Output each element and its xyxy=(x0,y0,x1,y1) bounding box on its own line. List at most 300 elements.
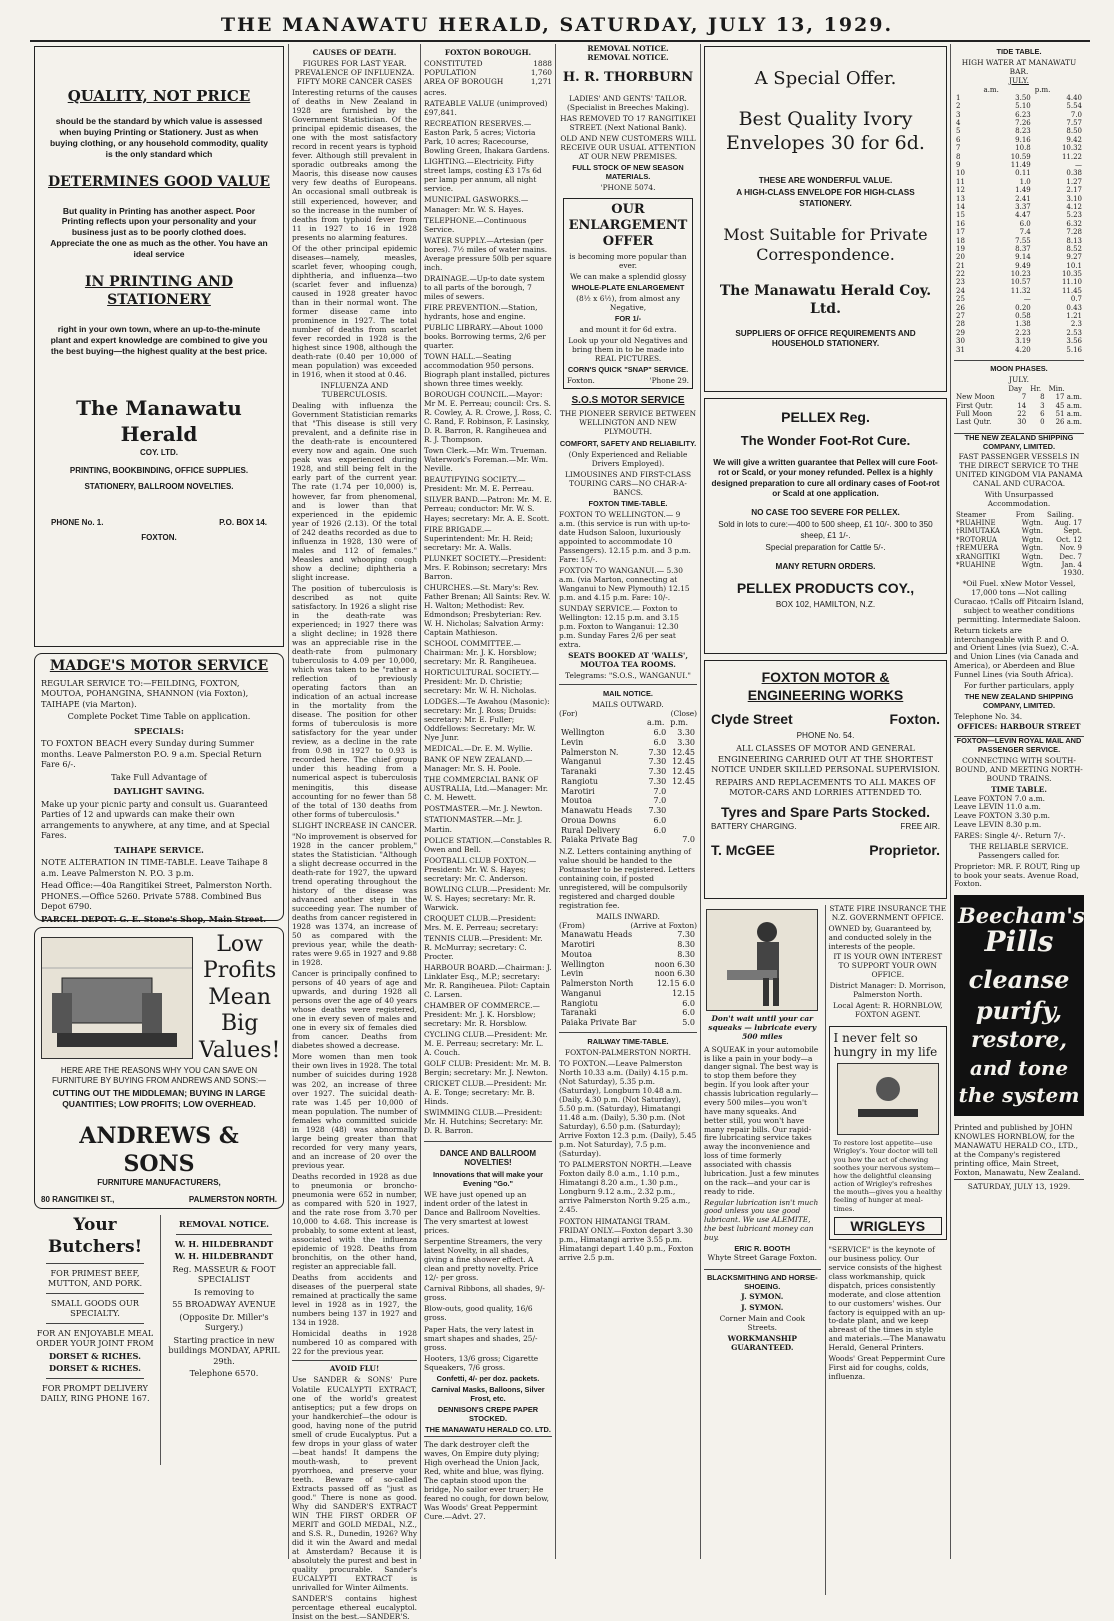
levin-row: Leave LEVIN 8.30 p.m. xyxy=(954,820,1042,830)
causes-heading-3: SLIGHT INCREASE IN CANCER. xyxy=(292,820,417,830)
enlargement-text-3: (8½ x 6½), from almost any Negative, xyxy=(576,293,680,312)
tide-row-cell: 7.26 xyxy=(1015,119,1031,128)
masthead xyxy=(0,0,1114,40)
tide-row-cell: 4.40 xyxy=(1066,93,1082,102)
tide-row-cell: 7.55 xyxy=(1015,236,1031,245)
tide-row-cell: 3.50 xyxy=(1015,93,1031,102)
shipping-company: THE NEW ZEALAND SHIPPING COMPANY, LIMITED. xyxy=(964,691,1074,710)
lubrication-text-1: A SQUEAK in your automobile is like a pain in your body—a danger signal. The best way is to stop them before they begin. If you look after your chassis lubrication regularly—every 500 miles—you won't have many squeaks. And better still, you won't have many repair bills. Our rapid-fire lubricating service takes away the inconvenience and loss of time formerly associated with chassis lubrication. Just a few minutes on the rack—and your car is ready to ride. xyxy=(704,1044,819,1196)
enlargement-title: OUR ENLARGEMENT OFFER xyxy=(568,202,688,249)
tide-row xyxy=(954,94,1084,102)
diner-illustration xyxy=(837,1063,939,1135)
avoid-flu-text-2: SANDER'S contains highest percentage ethereal eucalyptol. Insist on the best.—SANDER'S. xyxy=(292,1594,417,1621)
mail-out-row xyxy=(559,748,697,758)
shipping-row-cell: Nov. 9 xyxy=(1059,544,1082,553)
mail-out-head xyxy=(559,718,697,728)
tide-row-cell: 17 xyxy=(956,228,965,237)
dance-text-3: Carnival Ribbons, all shades, 9/- gross. xyxy=(424,1284,545,1303)
enlargement-text-4: and mount it for 6d extra. xyxy=(579,325,677,335)
tide-row-cell: 5.16 xyxy=(1066,345,1082,354)
moon-title: MOON PHASES. xyxy=(990,364,1048,373)
tide-row-cell: 2.3 xyxy=(1070,320,1082,329)
borough-text-6: TELEPHONE.—Continuous Service. xyxy=(424,215,527,234)
tide-row-cell: 15 xyxy=(956,211,965,220)
causes-text-7: More women than men took their own lives in 1928. The total number of suicides during 1928 was 202, an increase of three over 1927. The suicidal death-rate was 1.45 per 10,000 of mean population. The number of females who committed suicide in 1928 (48) was abnormally large being greater than that recorded for very many years, and an increase of 20 over the previous year. xyxy=(292,1052,417,1170)
shipping-ad xyxy=(954,433,1084,733)
sos-text-7: SUNDAY SERVICE.— Foxton to Wellington: 12.15 p.m. and 3.15 p.m. Foxton to Wanganui: 12.30 p.m. Sunday Fares 2/6 per seat extra. xyxy=(559,604,679,650)
railway-timetable xyxy=(559,1032,697,1262)
tide-row xyxy=(954,136,1084,144)
hildebrandt-name-1: W. H. HILDEBRANDT xyxy=(174,1238,274,1249)
sos-text-9: Telegrams: "S.O.S., WANGANUI." xyxy=(565,671,691,681)
mail-out-header xyxy=(559,709,697,718)
madge-title: MADGE'S MOTOR SERVICE xyxy=(49,658,269,674)
borough-text-20: HORTICULTURAL SOCIETY.—President: Mr. D. Christie; secretary: Mr. W. H. Nicholas. xyxy=(424,668,539,696)
tide-row-cell: 21 xyxy=(956,261,965,270)
borough-stat-key: POPULATION xyxy=(424,68,477,78)
shipping-col-sailing: Sailing. xyxy=(1047,510,1074,519)
quality-text-2: But quality in Printing has another aspect. Poor Printing reflects upon your personality and your business just as to be poorly clothed does. Appreciate the one as much as the other. You have an ideal service xyxy=(50,205,268,260)
mail-in-row-cell: 6.0 xyxy=(682,998,695,1008)
tide-row-cell: — xyxy=(1023,295,1031,304)
mail-in-row-cell: Levin xyxy=(561,969,584,979)
quality-text-3: right in your own town, where an up-to-the-minute plant and expert knowledge are combined to give you the best buying—the highest quality at the best price. xyxy=(50,323,268,356)
mail-out-row-cell: 7.30 xyxy=(648,806,667,816)
shipping-col-steamer: Steamer xyxy=(956,510,987,519)
motor-works-street-row xyxy=(711,711,940,729)
dance-text-1: WE have just opened up an indent order of the latest in Dance and Ballroom Novelties. The very smartest at lowest prices. xyxy=(424,1190,541,1236)
mail-in-row-cell: Wellington xyxy=(561,959,605,969)
borough-text-36: CRICKET CLUB.—President: Mr. A. E. Tonge; secretary: Mr. B. Hinds. xyxy=(424,1079,547,1107)
andrews-sub: FURNITURE MANUFACTURERS, xyxy=(97,1178,221,1188)
borough-text-12: BOROUGH COUNCIL.—Mayor: Mr M. E. Perreau; council: Crs. S. R. Cowley, A. R. Crowe, J. Ross, C. C. Rand, F. Robinson, F. Lasinsky, D. R. Barron, R. Rangiheuea and R. J. Thompson. xyxy=(424,390,552,445)
tide-row-cell: 9.16 xyxy=(1015,135,1031,144)
herald-line-1: PRINTING, BOOKBINDING, OFFICE SUPPLIES. xyxy=(69,465,249,475)
mail-out-row xyxy=(559,767,697,777)
mail-col-pm: p.m. xyxy=(670,718,689,728)
pellex-headline: The Wonder Foot-Rot Cure. xyxy=(740,432,911,448)
dance-text-4: Blow-outs, good quality, 16/6 gross. xyxy=(424,1304,533,1323)
peppermint-text: Woods' Great Peppermint Cure First aid for coughs, colds, influenza. xyxy=(828,1353,946,1381)
tide-row-cell: 0.20 xyxy=(1015,303,1031,312)
madge-text-5: Make up your picnic party and consult us. Guaranteed Parties of 12 and upwards can make their own arrangements to anywhere, at any time, and at Special Fares. xyxy=(41,798,270,841)
shipping-row-cell: Wgtn. xyxy=(1021,561,1044,570)
column-rule xyxy=(288,44,289,1559)
borough-text-9: FIRE PREVENTION.—Station, hydrants, hose and engine. xyxy=(424,302,538,321)
hildebrandt-text-3: 55 BROADWAY AVENUE xyxy=(172,1299,276,1309)
mail-inward: MAILS INWARD. xyxy=(596,912,660,922)
tide-row-cell: 2.53 xyxy=(1066,328,1082,337)
borough-text-23: BANK OF NEW ZEALAND.—Manager: Mr. S. H. Poole. xyxy=(424,755,533,774)
moon-row-cell: 30 xyxy=(1017,418,1027,427)
dance-text-6: Hooters, 13/6 gross; Cigarette Squeakers, 7/6 gross. xyxy=(424,1353,539,1372)
mail-out-row-cell: 12.45 xyxy=(672,757,695,767)
borough-text-13: Town Clerk.—Mr. Wm. Trueman. Waterwork's Foreman.—Mr. Wm. Neville. xyxy=(424,446,549,474)
mail-outward: MAILS OUTWARD. xyxy=(592,700,664,710)
tide-row-cell: 3.10 xyxy=(1066,194,1082,203)
mail-in-row-cell: Paiaka Private Bar xyxy=(561,1018,637,1028)
hildebrandt-text-5: Starting practice in new buildings MONDAY, APRIL 29th. xyxy=(168,1334,280,1366)
tide-row xyxy=(954,161,1084,169)
beechams-line-1: Beecham's xyxy=(958,903,1085,929)
armchair-illustration xyxy=(41,937,193,1059)
lubrication-address: Whyte Street Garage Foxton. xyxy=(707,1252,817,1262)
tide-row-cell: 5.23 xyxy=(1066,211,1082,220)
borough-text-21: LODGES.—Te Awahou (Masonic): secretary: Mr. J. Ross; Druids: secretary: Mr. E. Fuller; Oddfellows: Secretary: Mr. W. Nye Junr. xyxy=(424,697,550,743)
tide-row xyxy=(954,253,1084,261)
moon-row-cell: 3 xyxy=(1040,401,1045,410)
tide-row xyxy=(954,153,1084,161)
enlargement-subtitle: WHOLE-PLATE ENLARGEMENT xyxy=(571,282,685,292)
levin-proprietor: Proprietor: MR. F. ROUT, Ring up to book your seats. Avenue Road, Foxton. xyxy=(954,861,1080,889)
tide-row-cell: 1 xyxy=(956,93,961,102)
borough-text-22: MEDICAL.—Dr. E. M. Wyllie. xyxy=(424,744,533,754)
shipping-text-5: For further particulars, apply xyxy=(963,680,1075,690)
mail-out-row-cell: Oroua Downs xyxy=(561,815,616,825)
tide-row-cell: 3 xyxy=(956,110,961,119)
mail-out-row-cell: Moutoa xyxy=(561,796,592,806)
hildebrandt-text-1: Reg. MASSEUR & FOOT SPECIALIST xyxy=(172,1263,276,1284)
tide-row-cell: 10.35 xyxy=(1061,270,1082,279)
tide-row-cell: 9.27 xyxy=(1066,253,1082,262)
mail-out-row-cell: 6.0 xyxy=(653,728,667,738)
levin-text-1: CONNECTING WITH SOUTH-BOUND, AND MEETING NORTH-BOUND TRAINS. xyxy=(955,756,1083,783)
borough-text-28: FOOTBALL CLUB FOXTON.—President: Mr. W. S. Hayes; secretary: Mr. C. Anderson. xyxy=(424,855,537,883)
shipping-text-7: OFFICES: HARBOUR STREET xyxy=(957,722,1081,732)
tide-row-cell: 1.21 xyxy=(1066,312,1082,321)
beechams-line-2: Pills xyxy=(984,925,1054,959)
mail-in-row-cell: Taranaki xyxy=(561,1008,597,1018)
tide-row-cell: 11.45 xyxy=(1061,286,1082,295)
mail-out-row-cell: 6.0 xyxy=(653,825,667,835)
tide-row-cell: 7.28 xyxy=(1066,228,1082,237)
tide-row-cell: 24 xyxy=(956,286,965,295)
hildebrandt-title: REMOVAL NOTICE. xyxy=(179,1219,269,1229)
dance-subtitle: Innovations that will make your Evening "Go." xyxy=(432,1170,544,1189)
mail-out-row-cell: 7.30 xyxy=(648,747,667,757)
herald-town: FOXTON. xyxy=(141,532,177,542)
tide-row-cell: 1.27 xyxy=(1066,177,1082,186)
tide-row-cell: 30 xyxy=(956,337,965,346)
tide-title: TIDE TABLE. xyxy=(996,47,1042,56)
herald-coy: COY. LTD. xyxy=(139,447,179,457)
herald-line-2: STATIONERY, BALLROOM NOVELTIES. xyxy=(84,482,234,492)
borough-text-15: SILVER BAND.—Patron: Mr. M. E. Perreau; conductor: Mr. W. S. Hayes; secretary: Mr. A. E. Scott. xyxy=(424,495,552,523)
borough-title: FOXTON BOROUGH. xyxy=(444,48,532,57)
causes-text-3: Dealing with influenza the Government Statistician remarks that "This disease is still very prevalent, and a definite rise in the death-rate is encountered every now and again. One such peak was experienced during 1928, and still being felt in the early part of the current year. The rate (1.74 per 10,000) is, however, far from phenomenal, and is lower than that experienced in the epidemic year of 1926 (2.13). Of the total of 242 deaths recorded as due to influenza in 1928, 130 were of males and 112 of females." Measles and whooping cough show a decline; diphtheria a slight increase. xyxy=(292,401,417,582)
enlargement-phone: 'Phone 29. xyxy=(649,376,689,386)
tide-row-cell: 4.47 xyxy=(1015,211,1031,220)
tide-row-cell: 0.38 xyxy=(1066,169,1082,178)
mail-in-row xyxy=(559,1018,697,1028)
column-4 xyxy=(559,44,697,1559)
causes-text-1: Interesting returns of the causes of deaths in New Zealand in 1928 are furnished by the Government Statistician. Of the principal epidemic diseases, the one with the most satisfactory record in recent years is typhoid fever. Although still prevalent in sporadic outbreaks among the Maoris, this disease now causes very few deaths of Europeans. An occasional small outbreak is still experienced, however, and so the increase in the number of deaths from typhoid fever from 11 in 1927 to 16 in 1928 presents no alarming features. xyxy=(292,88,417,242)
column-2 xyxy=(292,44,417,1621)
levin-fares: FARES: Single 4/-. Return 7/-. xyxy=(954,831,1066,841)
mail-in-row xyxy=(559,930,697,940)
tide-col-pm: p.m. xyxy=(1034,85,1051,94)
mail-col-am: a.m. xyxy=(647,718,665,728)
mail-out-row xyxy=(559,787,697,797)
levin-row: Leave LEVIN 11.0 a.m. xyxy=(954,802,1041,812)
butchers-text-4: FOR PROMPT DELIVERY DAILY, RING PHONE 167. xyxy=(40,1382,150,1403)
tide-row-cell: — xyxy=(1075,161,1082,170)
mail-out-row-cell: 7.0 xyxy=(682,835,695,845)
tide-row-cell: 7.0 xyxy=(1070,110,1082,119)
shipping-row-cell: †RIMUTAKA xyxy=(956,527,1000,536)
pellex-text-1: We will give a written guarantee that Pellex will cure Foot-rot or Scald, or your money refunded. Pellex is a highly designed preparation to cure all ordinary cases of Foot-rot or Scald at one application. xyxy=(711,457,940,499)
mail-out-row-cell: Marotiri xyxy=(561,786,595,796)
avoid-flu-text-1: Use SANDER & SONS' Pure Volatile EUCALYPTI EXTRACT, one of the world's greatest antiseptics; put a few drops on your handkerchief—the odour is good, having none of the putrid smell of crude Eucalyptus. Put a few drops in your glass of water—beat hands! It dampens the mouth-wash, to prevent pyorrhoea, and preserve your teeth. Beware of so-called Extracts passed off as "just as good." There is none as good. Why did SANDER'S EXTRACT WIN THE FIRST ORDER OF MERIT and GOLD MEDAL, N.Z., and S.S. R., Dunedin, 1926? Why did it win the Award and medal at Amsterdam? Because it is absolutely the purest and best in quality procurable. Sander's EUCALYPTI EXTRACT is unrivalled for Winter Ailments. xyxy=(292,1375,417,1593)
borough-text-5: MUNICIPAL GASWORKS.—Manager: Mr. W. S. Hayes. xyxy=(424,195,529,214)
tide-row-cell: 10.32 xyxy=(1061,144,1082,153)
column-rule xyxy=(700,44,701,1559)
mail-out-row-cell: Rangiotu xyxy=(561,776,598,786)
beechams-line-7: the system xyxy=(958,1083,1080,1108)
thorburn-text-1: LADIES' AND GENTS' TAILOR. (Specialist in Breeches Making). xyxy=(567,93,689,112)
mail-close-label: (Close) xyxy=(670,709,697,719)
shipping-row-cell: Wgtn. xyxy=(1021,552,1044,561)
tide-row-cell: 5.10 xyxy=(1015,102,1031,111)
borough-stats xyxy=(424,59,552,86)
tide-row-cell: 27 xyxy=(956,312,965,321)
wrigleys-ad xyxy=(829,1026,947,1241)
borough-text-33: CHAMBER OF COMMERCE.—President: Mr. J. K. Horsblow; secretary: Mr. R. Horsblow. xyxy=(424,1001,540,1029)
mail-out-row-cell xyxy=(645,835,668,845)
mail-for-label: (For) xyxy=(559,709,578,719)
herald-name: The Manawatu Herald xyxy=(76,396,242,446)
beechams-line-3: cleanse xyxy=(968,964,1070,994)
masthead-rule xyxy=(30,40,1090,42)
mail-out-row-cell: Levin xyxy=(561,737,584,747)
tide-row-cell: 16 xyxy=(956,219,965,228)
borough-text-11: TOWN HALL.—Seating accommodation 950 persons. Biograph plant installed, pictures shown three times weekly. xyxy=(424,351,550,389)
moon-row-cell: 0 xyxy=(1040,418,1045,427)
pellex-text-2: NO CASE TOO SEVERE FOR PELLEX. xyxy=(751,507,900,517)
mail-out-row-cell xyxy=(668,806,697,816)
railway-subtitle: FOXTON-PALMERSTON NORTH. xyxy=(565,1047,691,1057)
tide-row xyxy=(954,119,1084,127)
tide-row-cell: 28 xyxy=(956,320,965,329)
motor-works-street: Clyde Street xyxy=(711,710,793,727)
motor-works-title: FOXTON MOTOR & ENGINEERING WORKS xyxy=(747,669,904,703)
tide-row xyxy=(954,203,1084,211)
mail-out-row-cell: 7.0 xyxy=(653,796,667,806)
shipping-row-cell: Wgtn. xyxy=(1021,519,1044,528)
tide-row-cell: 4.12 xyxy=(1066,202,1082,211)
fire-insurance-title: STATE FIRE INSURANCE THE N.Z. GOVERNMENT OFFICE. xyxy=(829,904,947,922)
hildebrandt-text-2: Is removing to xyxy=(193,1286,255,1297)
pellex-ad xyxy=(704,398,947,654)
column-6 xyxy=(954,44,1084,1559)
tide-row xyxy=(954,111,1084,119)
tide-row-cell: 6.0 xyxy=(1019,219,1031,228)
borough-text-34: CYCLING CLUB.—President: Mr. M. E. Perreau; secretary: Mr. L. A. Couch. xyxy=(424,1030,548,1058)
motor-works-town: Foxton. xyxy=(889,710,940,727)
tide-row xyxy=(954,262,1084,270)
causes-text-5: "No improvement is observed for 1928 in the cancer problem," states the Statistician. "Although a slight decrease occurred in the death-rate for 1927, the upward trend operating throughout the history of the disease was advanced another step in the succeeding year. The number of deaths from cancer registered in 1928 was 1374, an increase of 50 as compared with the previous year, while the death-rates were 9.65 in 1927 and 9.88 in 1928. xyxy=(292,831,417,968)
shipping-row-cell: Wgtn. xyxy=(1021,527,1044,536)
borough-stat-value: 1,271 xyxy=(530,77,552,87)
tide-row-cell: 7.4 xyxy=(1019,228,1031,237)
mail-in-row xyxy=(559,979,697,989)
moon-row xyxy=(954,410,1084,418)
moon-row-cell: Full Moon xyxy=(956,409,993,418)
motor-works-tyres: Tyres and Spare Parts Stocked. xyxy=(720,803,931,820)
sos-text-3: (Only Experienced and Reliable Drivers Employed). xyxy=(568,449,688,468)
mail-in-row-cell: 7.30 xyxy=(677,930,695,940)
mail-out-row-cell: 7.30 xyxy=(648,757,667,767)
tide-row-cell: 2.41 xyxy=(1015,194,1031,203)
motor-works-owner: T. McGEE xyxy=(711,842,775,859)
lubrication-headline: Don't wait until your car squeaks — lubricate every 500 miles xyxy=(708,1014,817,1041)
levin-timetable: TIME TABLE. xyxy=(991,784,1047,794)
imprint: Printed and published by JOHN KNOWLES HORNBLOW, for the MANAWATU HERALD CO., LTD., at the Company's registered printing office, Main Street, Foxton, Manawatu, New Zealand. xyxy=(954,1123,1081,1177)
herald-service-text: "SERVICE" is the keynote of our business policy. Our service consists of the highest class workmanship, quick dispatch, prices consistently moderate, and close attention to our customers' wishes. Our factory is equipped with an up-to-date plant, and we keep abreast of the times in style and materials.—The Manawatu Herald, General Printers. xyxy=(828,1245,946,1353)
quality-text-1: should be the standard by which value is assessed when buying Printing or Stationery. Just as when buying clothing, or any household commodity, quality is the only standard which xyxy=(49,116,269,159)
tide-table xyxy=(954,86,1084,355)
mail-in-row xyxy=(559,960,697,970)
avoid-flu-title: AVOID FLU! xyxy=(292,1360,417,1373)
tide-row-cell: 10.23 xyxy=(1010,270,1031,279)
causes-heading-2: INFLUENZA AND TUBERCULOSIS. xyxy=(320,381,389,400)
mail-in-row-cell: Manawatu Heads xyxy=(561,930,633,940)
tide-row-cell: 2 xyxy=(956,102,961,111)
shipping-row xyxy=(954,519,1084,527)
dance-text-8: Carnival Masks, Balloons, Silver Frost, etc. xyxy=(431,1384,545,1403)
tide-row-cell: 0.7 xyxy=(1070,295,1082,304)
causes-sub-1: FIGURES FOR LAST YEAR. xyxy=(302,59,407,69)
mail-in-row-cell: 5.0 xyxy=(682,1018,695,1028)
mail-out-row-cell: Taranaki xyxy=(561,767,597,777)
dance-text-2: Serpentine Streamers, the very latest Novelty, in all shades, giving a fine shower effect. A clean and pretty novelty. Price 12/- per gross. xyxy=(424,1237,543,1283)
andrews-illustration-row xyxy=(41,932,281,1064)
borough-text-17: PLUNKET SOCIETY.—President: Mrs. F. Robinson; secretary: Mrs Barron. xyxy=(424,553,548,581)
tide-row-cell: 5 xyxy=(956,127,961,136)
mail-out-row-cell: Manawatu Heads xyxy=(561,806,633,816)
shipping-row-cell: Dec. 7 xyxy=(1059,552,1082,561)
shipping-row xyxy=(954,527,1084,535)
tide-row-cell: 0.58 xyxy=(1015,312,1031,321)
mail-out-table xyxy=(559,718,697,845)
mail-text-1: N.Z. Letters containing anything of value should be handed to the Postmaster to be registered. Letters containing coin, if posted unregistered, will be compulsorily registered and charged double registration fee. xyxy=(559,847,695,911)
tide-row-cell: 25 xyxy=(956,295,965,304)
tide-row xyxy=(954,169,1084,177)
shipping-text-4: Return tickets are interchangeable with P. and O. and Orient Lines (via Suez), C.-A. and Union Lines (via Canada and America), or Aberdeen and Blue Funnel Lines (via South Africa). xyxy=(954,625,1079,680)
sos-text-2: COMFORT, SAFETY AND RELIABILITY. xyxy=(559,438,697,448)
shipping-row-cell: Aug. 17 xyxy=(1054,519,1082,528)
sos-text-1: THE PIONEER SERVICE BETWEEN WELLINGTON AND NEW PLYMOUTH. xyxy=(559,409,697,437)
railway-text-2: TO PALMERSTON NORTH.—Leave Foxton daily 8.0 a.m., 1.10 p.m., Himatangi 8.20 a.m., 1.30 p.m., Longburn 9.12 a.m., 2.32 p.m., arrive Palmerston North 9.25 a.m., 2.45. xyxy=(559,1160,692,1215)
shipping-col-from: From xyxy=(1015,510,1035,519)
herald-phone: PHONE No. 1. xyxy=(51,518,104,528)
mail-in-row-cell: Marotiri xyxy=(561,940,595,950)
tide-row-cell: 8.13 xyxy=(1066,236,1082,245)
mail-out-row-cell: 3.30 xyxy=(677,737,695,747)
tide-row-cell: 10 xyxy=(956,169,965,178)
mail-out-row-cell: 12.45 xyxy=(672,747,695,757)
special-offer-title: A Special Offer. xyxy=(754,68,897,89)
madge-specials: SPECIALS: xyxy=(134,725,184,736)
causes-text-4: The position of tuberculosis is described as not quite satisfactory. In 1926 a slight rise in the death-rate was experienced; in 1927 there was a slight decline; in 1928 there was an appreciable rise in the death-rate from pulmonary tuberculosis to 4.09 per 10,000, which was taken to be "rather a reflection of previously operating factors than an indication of an actual increase in the mortality from the disease. The position for other forms of tuberculosis is more satisfactory for the year under review, as a decline in the rate from 0.98 in 1927 to 0.93 is recorded here. The chief group under this heading from a numerical aspect is tuberculosis meningitis, this disease accounting for no fewer than 58 of the total of 130 deaths from other forms of tuberculosis." xyxy=(292,583,417,819)
borough-text-27: POLICE STATION.—Constables R. Owen and Bell. xyxy=(424,835,552,854)
shipping-row-cell: *ROTORUA xyxy=(956,535,997,544)
tide-col-am: a.m. xyxy=(983,85,999,94)
tide-row xyxy=(954,178,1084,186)
butchers-name-1: DORSET & RICHES. xyxy=(49,1350,141,1361)
tide-row xyxy=(954,220,1084,228)
fire-insurance-text-2: IT IS YOUR OWN INTEREST TO SUPPORT YOUR OWN OFFICE. xyxy=(833,952,943,980)
shipping-row-cell: Wgtn. xyxy=(1021,544,1044,553)
tide-row-cell: 10.59 xyxy=(1010,152,1031,161)
fire-insurance-ad xyxy=(829,905,947,1020)
tide-row xyxy=(954,127,1084,135)
sos-text-6: FOXTON TO WANGANUI.— 5.30 a.m. (via Marton, connecting at Wanganui to New Plymouth) 12.15 p.m. and 4.15 p.m. Fare: 10/-. xyxy=(559,565,690,602)
mail-out-row xyxy=(559,816,697,826)
blacksmith-ad xyxy=(704,1269,821,1353)
borough-text-2: RATEABLE VALUE (unimproved) £97,841. xyxy=(424,99,548,118)
mail-in-row xyxy=(559,969,697,979)
mail-in-row xyxy=(559,940,697,950)
madge-text-8: PARCEL DEPOT: G. E. Stone's Shop, Main Street. xyxy=(41,913,267,924)
tide-row xyxy=(954,211,1084,219)
tide-row xyxy=(954,346,1084,354)
shipping-row-cell: Oct. 12 xyxy=(1056,535,1082,544)
mail-in-row-cell: Rangiotu xyxy=(561,998,598,1008)
dance-text-10: THE MANAWATU HERALD CO. LTD. xyxy=(425,1424,551,1434)
moon-row-cell: First Qutr. xyxy=(956,401,993,410)
tide-row xyxy=(954,228,1084,236)
shipping-row-cell: xRANGITIKI xyxy=(956,552,1001,561)
moon-col-day: Day xyxy=(1008,384,1023,393)
beechams-ad xyxy=(954,895,1084,1116)
shipping-table xyxy=(954,511,1084,570)
borough-text-26: STATIONMASTER.—Mr. J. Martin. xyxy=(424,815,523,834)
tide-row-cell: 23 xyxy=(956,278,965,287)
borough-stat xyxy=(424,77,552,86)
tide-row-cell: 29 xyxy=(956,328,965,337)
moon-col-min: Min. xyxy=(1048,384,1065,393)
madge-text-4: Take Full Advantage of xyxy=(111,771,207,782)
railway-text-1: TO FOXTON.—Leave Palmerston North 10.33 a.m. (Daily) 4.15 p.m. (Not Saturday), 5.35 p.m. (Saturday), Longburn 10.48 a.m. (Daily, 4.30 p.m. (Not Saturday), 5.50 p.m. (Saturday), Himatangi 11.48 a.m. (Daily), 5.30 p.m. (Not Saturday), 6.50 p.m. (Saturday); Arrive Foxton 12.3 p.m. (Daily), 5.45 p.m. Not Saturday), 7.5 p.m. (Saturday). xyxy=(559,1058,697,1159)
tide-row-cell: 19 xyxy=(956,244,965,253)
mail-arrive-label: (Arrive at Foxton) xyxy=(630,921,697,931)
tide-row-cell: 4 xyxy=(956,119,961,128)
special-offer-suitable: Most Suitable for Private Correspondence. xyxy=(723,225,928,265)
causes-text-10: Homicidal deaths in 1928 numbered 10 as compared with 22 for the previous year. xyxy=(292,1329,417,1357)
tide-row-cell: 6 xyxy=(956,135,961,144)
tide-row-cell: 7 xyxy=(956,144,961,153)
moon-row xyxy=(954,393,1084,401)
andrews-ad xyxy=(34,927,284,1209)
moon-row-cell: 17 a.m. xyxy=(1055,393,1082,402)
mail-out-row-cell: Paiaka Private Bag xyxy=(561,835,638,845)
quality-heading-3: IN PRINTING AND STATIONERY xyxy=(84,273,234,308)
tide-row-cell: 6.32 xyxy=(1066,219,1082,228)
shipping-row xyxy=(954,544,1084,552)
fire-insurance-text-1: OWNED by, Guaranteed by, and conducted solely in the interests of the people. xyxy=(828,923,932,951)
fire-insurance-text-4: Local Agent: R. HORNBLOW, FOXTON AGENT. xyxy=(833,1000,943,1019)
moon-row xyxy=(954,418,1084,426)
moon-row-cell: New Moon xyxy=(956,393,995,402)
beechams-line-6: and tone xyxy=(969,1056,1069,1081)
moon-row xyxy=(954,402,1084,410)
tide-row-cell: 31 xyxy=(956,345,965,354)
hildebrandt-text-4: (Opposite Dr. Miller's Surgery.) xyxy=(179,1311,269,1332)
tide-row-cell: 8.50 xyxy=(1066,127,1082,136)
dance-text-9: DENNISON'S CREPE PAPER STOCKED. xyxy=(437,1404,539,1423)
tide-row-cell: 4.20 xyxy=(1015,345,1031,354)
